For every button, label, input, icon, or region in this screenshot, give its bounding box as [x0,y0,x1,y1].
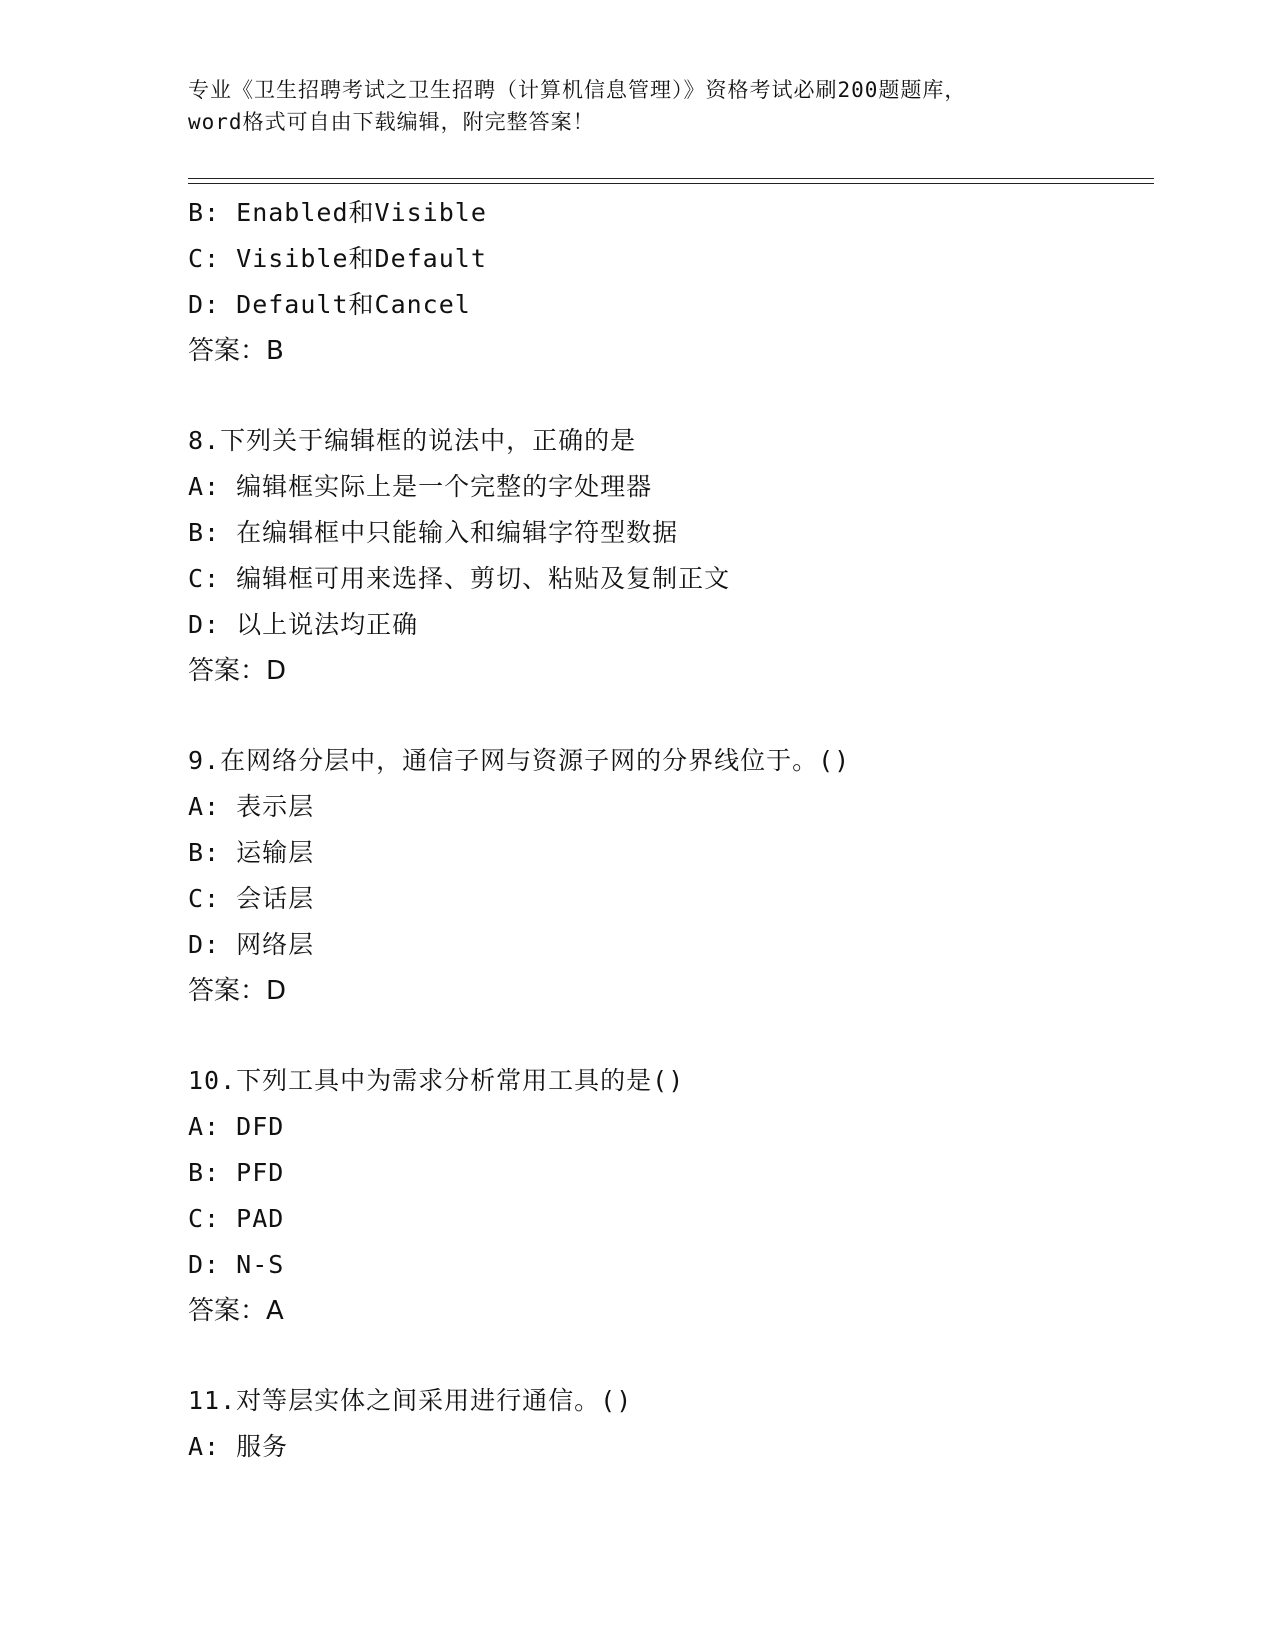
option-a: A: DFD [188,1112,285,1141]
question-title: 11.对等层实体之间采用进行通信。() [188,1386,633,1415]
header-divider-bottom [188,183,1154,184]
option-d: D: N-S [188,1250,285,1279]
header-line-2: word格式可自由下载编辑，附完整答案！ [188,110,595,134]
question-7-continued [188,190,1154,374]
question-title: 8.下列关于编辑框的说法中，正确的是 [188,426,637,455]
option-b: B: PFD [188,1158,285,1187]
document-header [188,74,1088,138]
option-c: C: 编辑框可用来选择、剪切、粘贴及复制正文 [188,564,731,593]
option-a: A: 编辑框实际上是一个完整的字处理器 [188,472,653,501]
option-d: D: 网络层 [188,930,315,959]
answer: 答案：D [188,656,287,686]
question-11 [188,1378,1154,1470]
option-b: B: Enabled和Visible [188,198,487,227]
option-d: D: Default和Cancel [188,290,471,319]
question-title: 9.在网络分层中，通信子网与资源子网的分界线位于。() [188,746,851,775]
option-d: D: 以上说法均正确 [188,610,419,639]
option-c: C: 会话层 [188,884,315,913]
answer: 答案：B [188,336,284,366]
option-a: A: 服务 [188,1432,289,1461]
option-c: C: PAD [188,1204,285,1233]
header-divider-top [188,178,1154,179]
question-title: 10.下列工具中为需求分析常用工具的是() [188,1066,685,1095]
header-line-1: 专业《卫生招聘考试之卫生招聘（计算机信息管理）》资格考试必刷200题题库， [188,78,967,102]
question-9 [188,738,1154,1014]
question-list [188,190,1154,1470]
option-a: A: 表示层 [188,792,315,821]
question-10 [188,1058,1154,1334]
question-8 [188,418,1154,694]
answer: 答案：D [188,976,287,1006]
option-b: B: 运输层 [188,838,315,867]
option-c: C: Visible和Default [188,244,487,273]
option-b: B: 在编辑框中只能输入和编辑字符型数据 [188,518,679,547]
answer: 答案：A [188,1296,284,1326]
